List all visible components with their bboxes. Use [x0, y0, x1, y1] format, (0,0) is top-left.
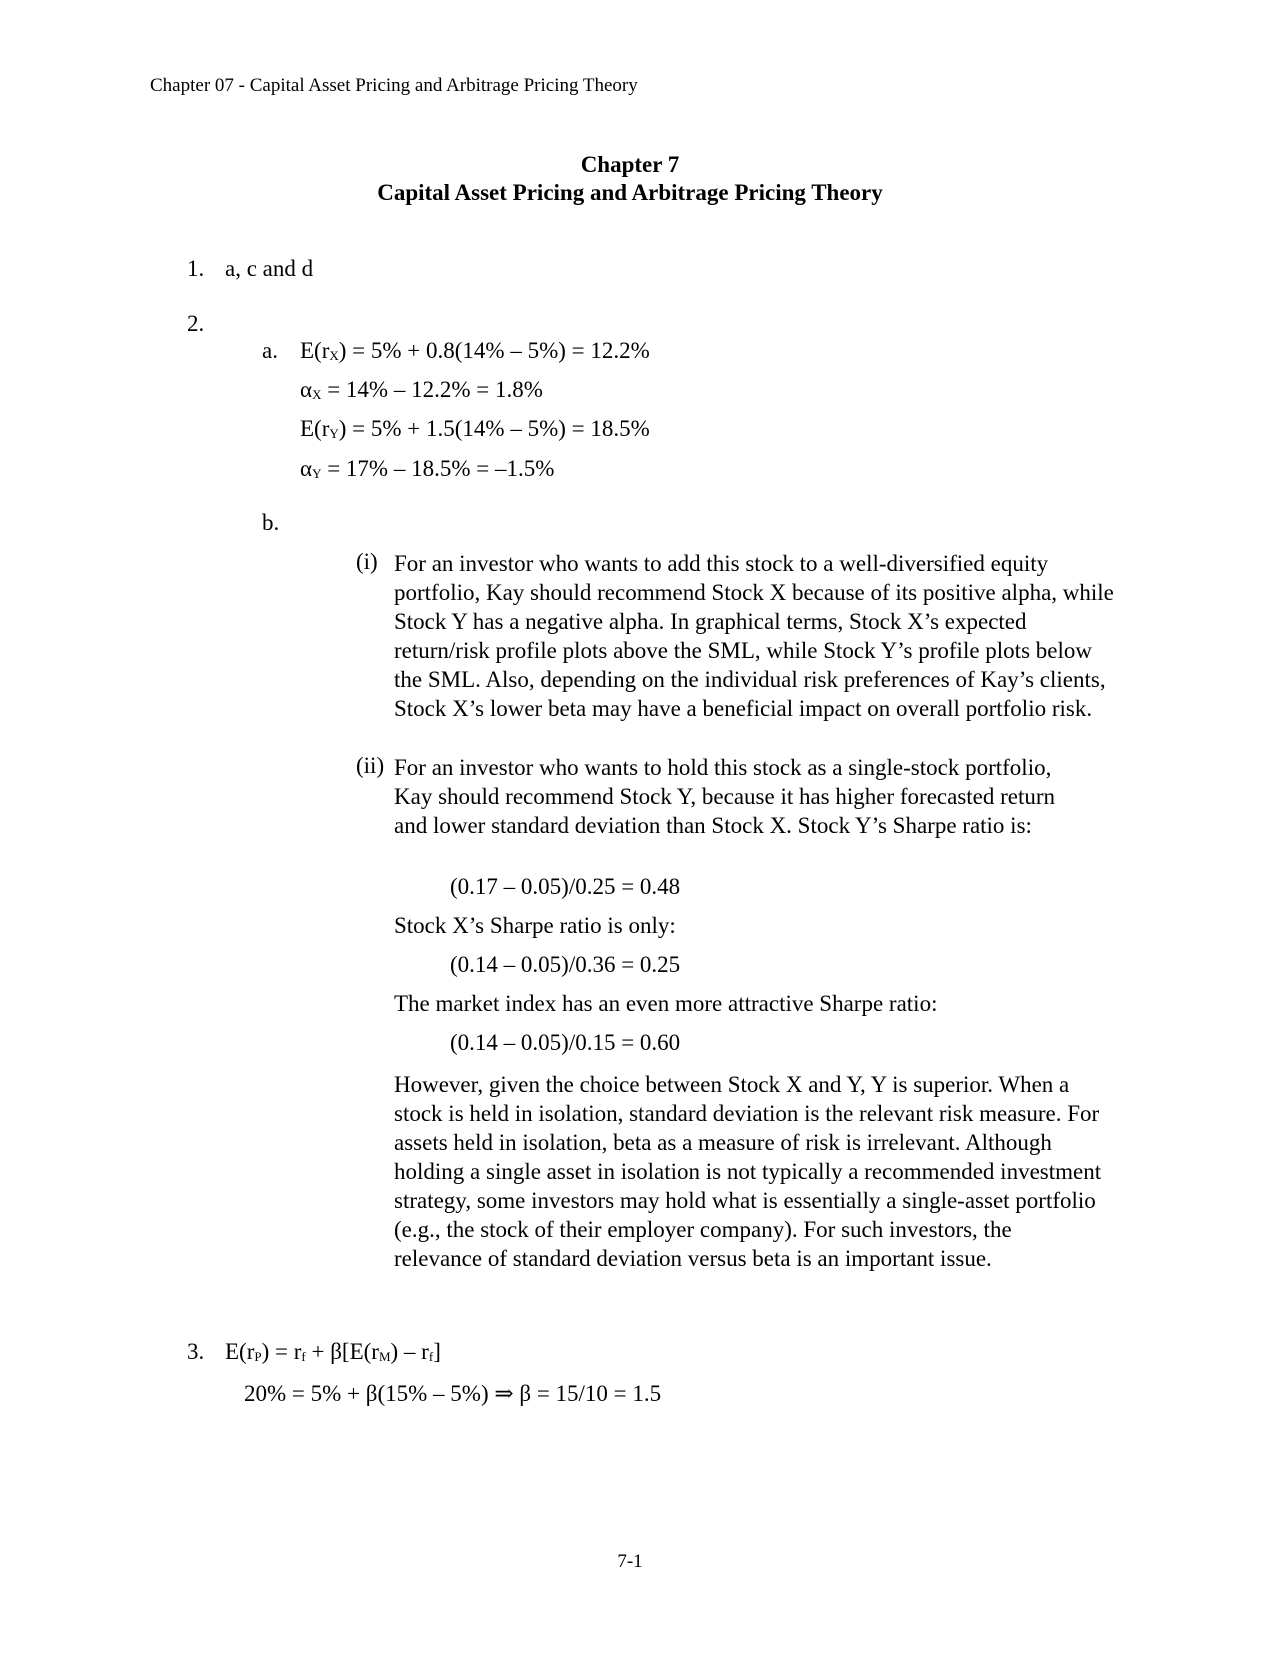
part-b-i-text: For an investor who wants to add this stock to a well-diversified equity portfolio, Kay should recommend Stock X because of its positive alpha, while Stock Y has a negative alpha. In graphical terms, Stock X’s expected return/risk profile plots above the SML, while Stock Y’s profile plots below the SML. Also, depending on the individual risk preferences of Kay’s clients, Stock X’s lower beta may have a beneficial impact on overall portfolio risk. — [394, 551, 1114, 721]
alpha-y: $\alpha_Y = 17\% - 18.5\% = -1.5\%$ — [300, 456, 555, 481]
question-1-answer: a, c and d — [225, 256, 314, 281]
running-header: Chapter 07 - Capital Asset Pricing and Arbitrage Pricing Theory — [150, 75, 638, 96]
market-sharpe-intro: The market index has an even more attractive Sharpe ratio: — [394, 991, 938, 1016]
part-b-i-label: (i) — [356, 549, 378, 574]
page-number: 7-1 — [617, 1551, 643, 1572]
sharpe-x-equation: (0.14 – 0.05)/0.36 = 0.25 — [450, 952, 681, 977]
alpha-x: $\alpha_X = 14\% - 12.2\% = 1.8\%$ — [300, 377, 543, 402]
part-b-ii-text: For an investor who wants to hold this stock as a single-stock portfolio, Kay should recommend Stock Y, because it has higher forecasted return and lower standard deviation than Stock X. Stock Y’s Sharpe ratio is: — [394, 755, 1056, 838]
capm-formula: $E(r_P) = r_f + \beta[E(r_M) - r_f]$ — [225, 1339, 441, 1364]
chapter-title: Capital Asset Pricing and Arbitrage Pricing Theory — [377, 180, 883, 205]
part-a-label: a. — [262, 338, 278, 363]
question-2-number: 2. — [187, 311, 205, 336]
chapter-number: Chapter 7 — [580, 152, 680, 177]
part-b-label: b. — [262, 510, 280, 535]
expected-return-x: $E(r_X) = 5\% + 0.8(14\% - 5\%) = 12.2\%$ — [300, 338, 650, 363]
sharpe-y-equation: (0.17 – 0.05)/0.25 = 0.48 — [450, 874, 681, 899]
market-sharpe-equation: (0.14 – 0.05)/0.15 = 0.60 — [450, 1030, 681, 1055]
part-b-ii-label: (ii) — [356, 753, 385, 778]
question-1-number: 1. — [187, 256, 205, 281]
sharpe-x-intro: Stock X’s Sharpe ratio is only: — [394, 913, 676, 938]
part-b-conclusion: However, given the choice between Stock X and Y, Y is superior. When a stock is held in isolation, standard deviation is the relevant risk measure. For assets held in isolation, beta as a measure of risk is irrelevant. Although holding a single asset in isolation is not typically a recommended investment strategy, some investors may hold what is essentially a single-asset portfolio (e.g., the stock of their employer company). For such investors, the relevance of standard deviation versus beta is an important issue. — [394, 1072, 1102, 1271]
expected-return-y: $E(r_Y) = 5\% + 1.5(14\% - 5\%) = 18.5\%$ — [300, 416, 650, 441]
beta-solution: 20% = 5% + β(15% – 5%) ⇒ β = 15/10 = 1.5 — [244, 1381, 662, 1406]
question-3-number: 3. — [187, 1339, 205, 1364]
